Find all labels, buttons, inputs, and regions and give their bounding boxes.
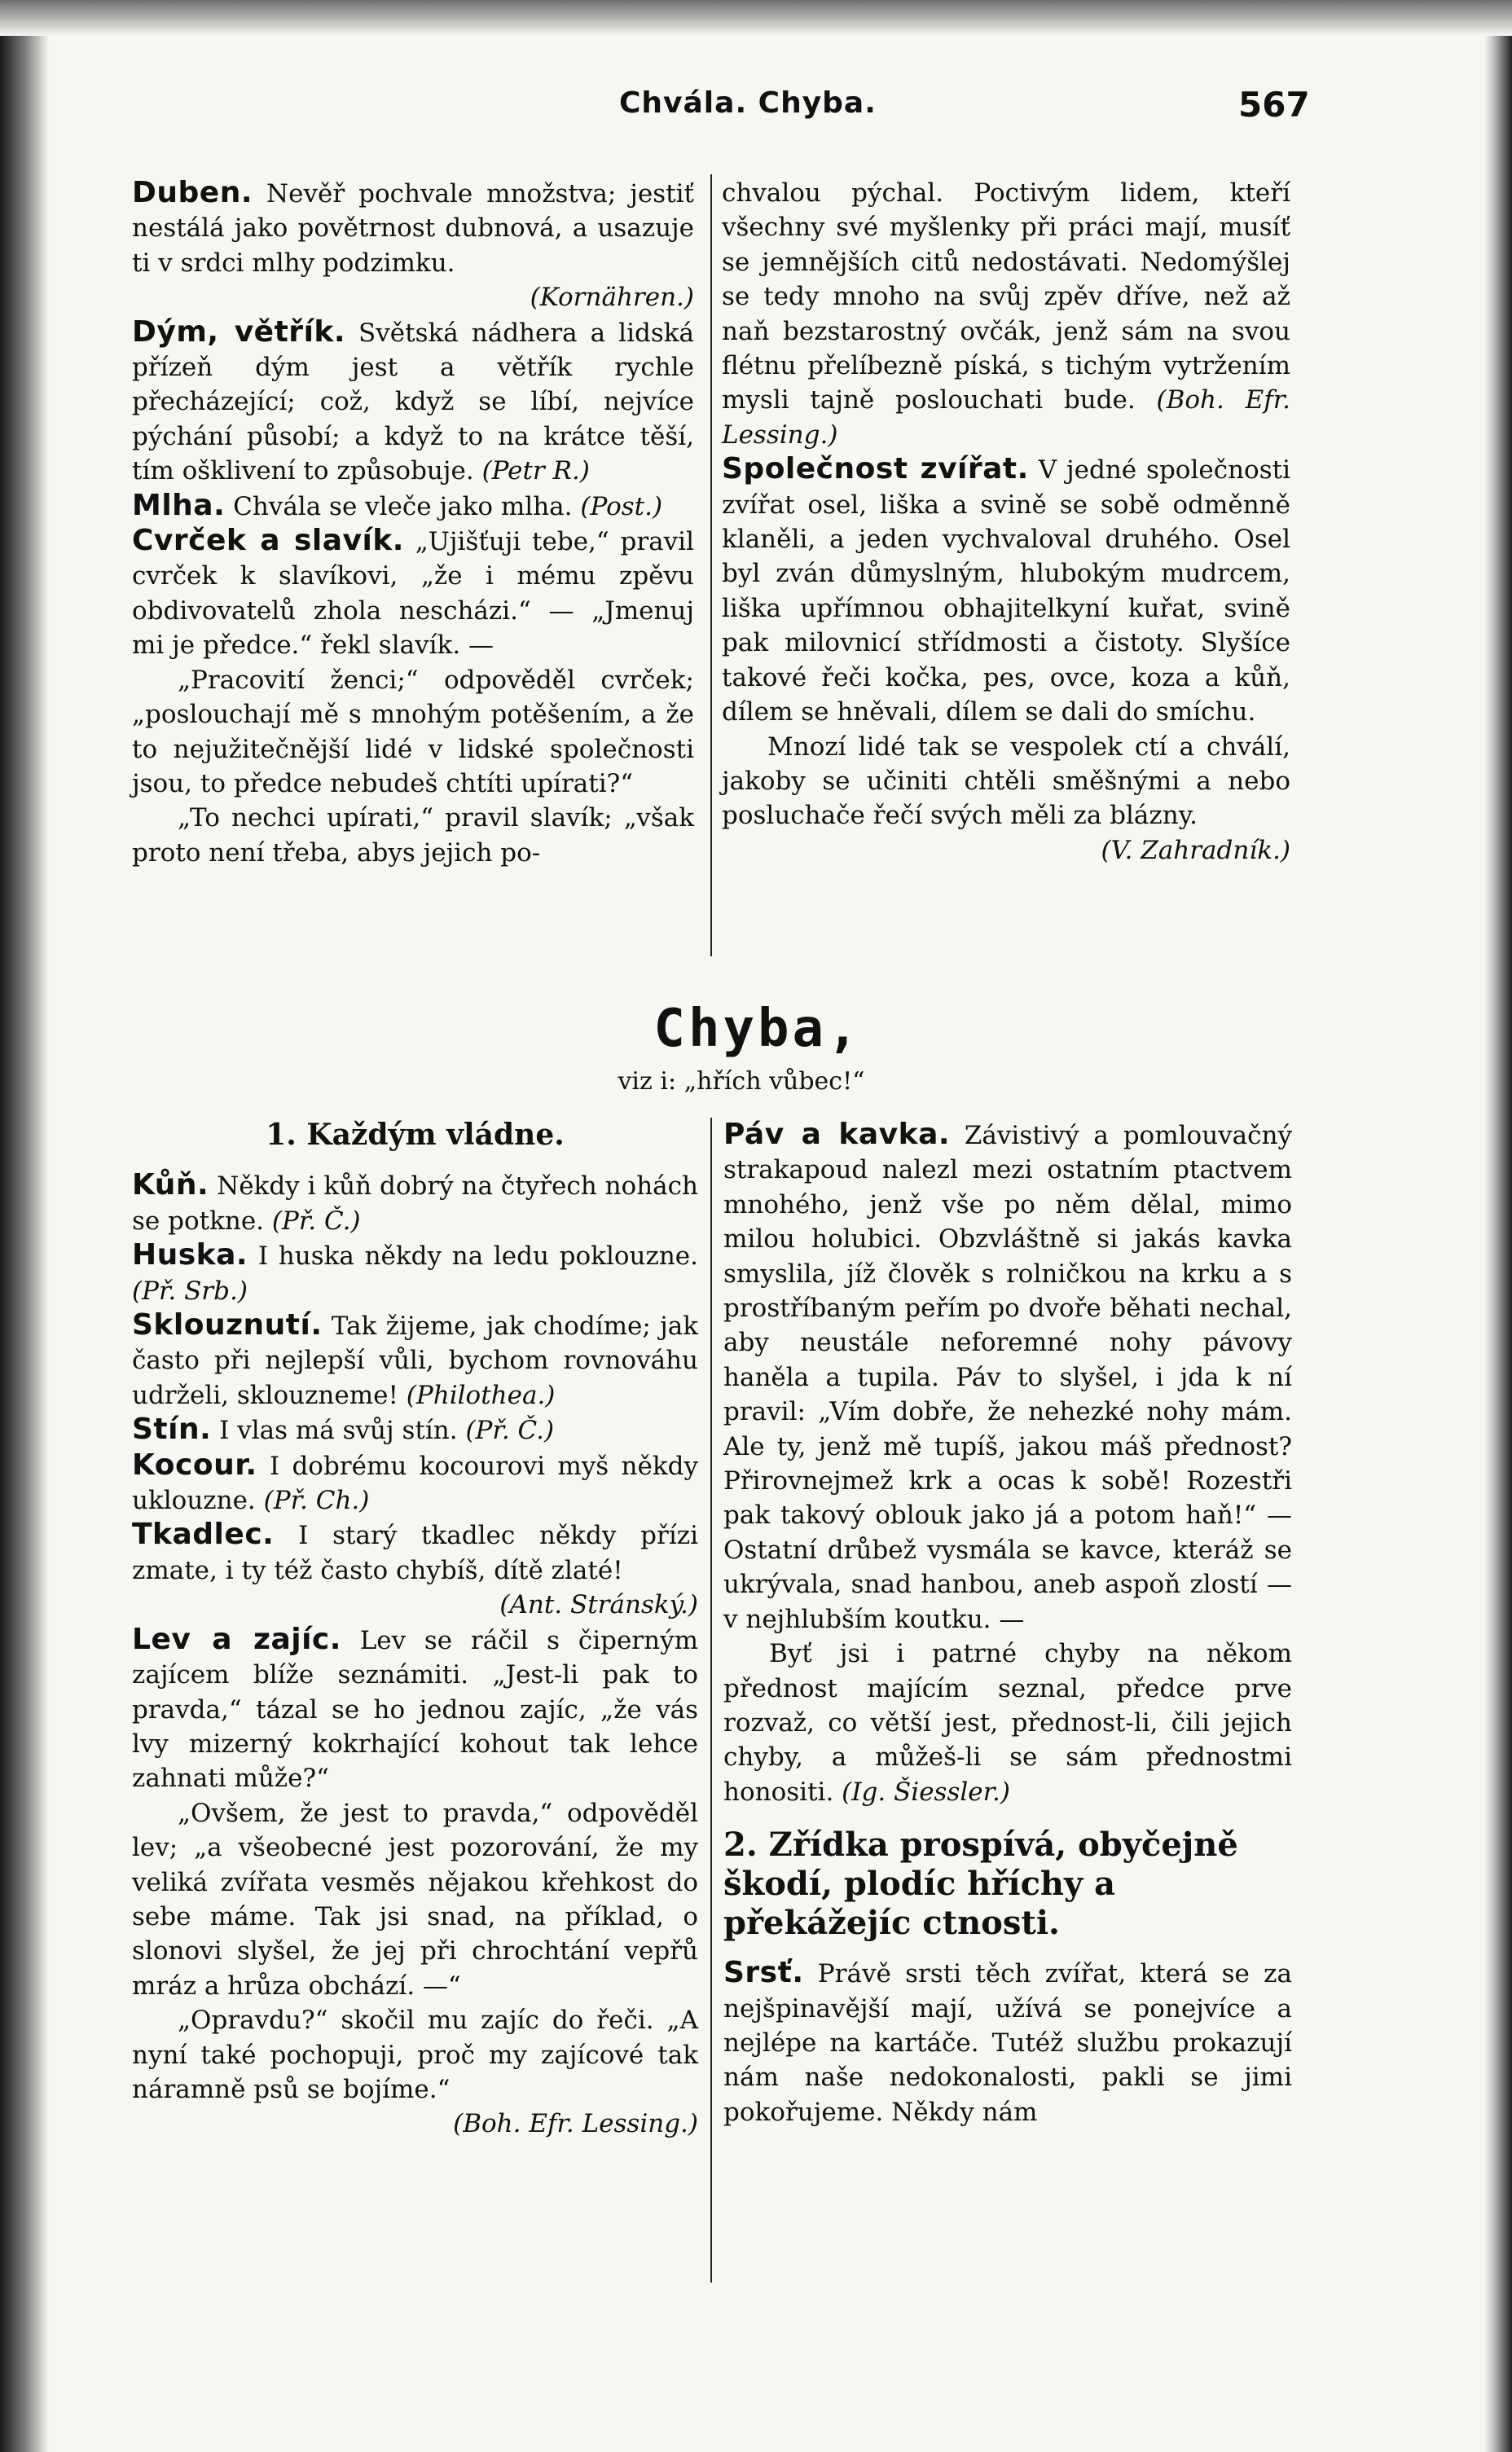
entry bbox=[132, 1168, 698, 1238]
entry-keyword: Kůň. bbox=[132, 1168, 209, 1202]
entry-text: I starý tkadlec někdy přízi zmate, i ty též často chybíš, dítě zlaté! bbox=[132, 1521, 698, 1585]
paragraph: „Opravdu?“ skočil mu zajíc do řeči. „A nyní také pochopuji, proč my zajícové tak náramně psů se bojíme.“ bbox=[132, 2006, 698, 2104]
entry-keyword: Společnost zvířat. bbox=[722, 452, 1029, 486]
entry-source: (V. Zahradník.) bbox=[1101, 835, 1290, 865]
column-3 bbox=[132, 1118, 698, 2142]
entry-text: I vlas má svůj stín. bbox=[211, 1416, 458, 1446]
paragraph: „To nechci upírati,“ pravil slavík; „však proto není třeba, abys jejich po- bbox=[132, 803, 694, 868]
entry-text: Nevěř pochvale množstva; jestiť nestálá jako povětrnost dubnová, a usazuje ti v srdci mlhy podzimku. bbox=[132, 179, 694, 278]
entry-text: Někdy i kůň dobrý na čtyřech nohách se potkne. bbox=[132, 1171, 698, 1236]
entry bbox=[132, 524, 694, 663]
entry-text: V jedné společnosti zvířat osel, liška a svině se sobě odměnně klaněli, a jeden vychvaloval druhého. Osel byl zván důmyslným, hlubokým mudrcem, liška upřímnou obhajitelkyní kuřat, svině pak milovnicí střídmosti a čistoty. Slyšíce takové řeči kočka, pes, ovce, koza a kůň, dílem se hněvali, dílem se dali do smíchu. bbox=[722, 455, 1290, 727]
column-1 bbox=[132, 176, 694, 870]
entry-text: I dobrému kocourovi myš někdy uklouzne. bbox=[132, 1451, 698, 1516]
binding-shadow bbox=[0, 0, 49, 2452]
subsection-heading: 2. Zřídka prospívá, obyčejně škodí, plodíc hříchy a překážejíc ctnosti. bbox=[723, 1826, 1238, 1943]
entry-keyword: Lev a zajíc. bbox=[132, 1622, 341, 1656]
entry-text: I huska někdy na ledu poklouzne. bbox=[248, 1241, 698, 1272]
entry-source: (Ant. Stránský.) bbox=[499, 1590, 698, 1620]
column-rule bbox=[710, 1118, 712, 2283]
entry-source: (Philothea.) bbox=[398, 1380, 556, 1410]
entry-text: chvalou pýchal. Poctivým lidem, kteří všechny své myšlenky při práci mají, musíť se jemnějších citů nedostávati. Nedomýšlej se tedy mnoho na svůj zpěv dříve, než až naň bezstarostný ovčák, jenž sám na svou flétnu přelíbezně píská, s tichým vytržením mysli tajně poslouchati bude. bbox=[722, 178, 1290, 415]
entry bbox=[132, 1238, 698, 1308]
entry-text: Právě srsti těch zvířat, která se za nejšpinavější mají, užívá se ponejvíce a nejlépe na kartáče. Tutéž službu prokazují nám naše nedokonalosti, pakli se jimi pokořujeme. Někdy nám bbox=[723, 1959, 1292, 2127]
entry bbox=[132, 1448, 698, 1518]
entry-source: (Petr R.) bbox=[473, 456, 590, 486]
column-rule bbox=[710, 174, 712, 956]
running-head bbox=[0, 81, 1512, 130]
entry-keyword: Sklouznutí. bbox=[132, 1308, 323, 1342]
running-title: Chvála. Chyba. bbox=[619, 86, 877, 120]
paragraph bbox=[723, 1637, 1292, 1809]
entry bbox=[132, 1518, 698, 1588]
entry bbox=[132, 1413, 698, 1448]
entry bbox=[132, 315, 694, 489]
section-subtitle: viz i: „hřích vůbec!“ bbox=[618, 1067, 865, 1096]
entry bbox=[722, 452, 1290, 729]
entry-keyword: Srsť. bbox=[723, 1956, 804, 1990]
entry bbox=[132, 176, 694, 280]
page-number: 567 bbox=[1238, 85, 1310, 125]
entry-keyword: Dým, větřík. bbox=[132, 314, 346, 349]
subsection-heading: 1. Každým vládne. bbox=[266, 1118, 565, 1152]
entry-text: Tak žijeme, jak chodíme; jak často při nejlepší vůli, bychom rovnováhu udrželi, sklouzneme! bbox=[132, 1312, 698, 1410]
entry-keyword: Páv a kavka. bbox=[723, 1118, 951, 1151]
edge-shadow bbox=[1484, 0, 1512, 2452]
section-title: Chyba, bbox=[653, 999, 862, 1059]
entry-keyword: Mlha. bbox=[132, 488, 226, 522]
paragraph bbox=[722, 176, 1290, 452]
entry bbox=[132, 489, 694, 524]
entry-keyword: Kocour. bbox=[132, 1448, 257, 1482]
entry-keyword: Tkadlec. bbox=[132, 1518, 275, 1552]
column-2 bbox=[722, 176, 1290, 868]
column-4 bbox=[723, 1118, 1292, 2129]
entry-source: (Př. Ch.) bbox=[255, 1486, 370, 1516]
entry-source: (Kornähren.) bbox=[530, 283, 694, 313]
entry-keyword: Duben. bbox=[132, 176, 253, 209]
entry-text: „Ujišťuji tebe,“ pravil cvrček k slavíkovi, „že i mému zpěvu obdivovatelů zhola nescházi.“ — „Jmenuj mi je předce.“ řekl slavík. — bbox=[132, 527, 694, 661]
entry-text: Lev se ráčil s čiperným zajícem blíže seznámiti. „Jest-li pak to pravda,“ tázal se ho jednou zajíc, „že vás lvy mizerný kokrhající kohout tak lehce zahnati může?“ bbox=[132, 1625, 698, 1794]
entry-keyword: Cvrček a slavík. bbox=[132, 524, 404, 558]
entry bbox=[723, 1956, 1292, 2129]
entry-text: Chvála se vleče jako mlha. bbox=[225, 491, 573, 521]
entry-source: (Boh. Efr. Lessing.) bbox=[453, 2109, 698, 2139]
paragraph: „Ovšem, že jest to pravda,“ odpověděl lev; „a všeobecné jest pozorování, že my veliká zvířata vesměs nějakou křehkost do sebe máme. Tak jsi snad, na příklad, o slonovi slyšel, že jej při chrochtání vepřů mráz a hrůza obchází. —“ bbox=[132, 1798, 698, 2001]
entry-keyword: Huska. bbox=[132, 1238, 248, 1272]
entry-source: (Př. Č.) bbox=[264, 1206, 361, 1236]
paragraph: „Pracovití ženci;“ odpověděl cvrček; „poslouchají mě s mnohým potěšením, a že to nejužitečnější lidé v lidské společnosti jsou, to předce nebudeš chtíti upírati?“ bbox=[132, 665, 694, 798]
paragraph: Mnozí lidé tak se vespolek ctí a chválí, jakoby se učiniti chtěli směšnými a nebo posluchače řečí svých měli za blázny. bbox=[722, 732, 1290, 831]
entry-source: (Př. Srb.) bbox=[132, 1276, 248, 1306]
entry bbox=[132, 1308, 698, 1413]
entry-source: (Ig. Šiessler.) bbox=[833, 1777, 1010, 1807]
entry bbox=[723, 1118, 1292, 1637]
entry-keyword: Stín. bbox=[132, 1413, 212, 1447]
entry-source: (Post.) bbox=[572, 491, 663, 521]
entry-text: Byť jsi i patrné chyby na někom přednost majícím seznal, předce prve rozvaž, co větší jest, přednost-li, čili jejich chyby, a můžeš-li se sám přednostmi honositi. bbox=[723, 1639, 1292, 1807]
entry-source: (Boh. Efr. Lessing.) bbox=[722, 385, 1290, 450]
entry-text: Závistivý a pomlouvačný strakapoud nalezl mezi ostatním ptactvem mnohého, jenž vše po něm dělal, mimo milou holubici. Obzvláštně si jakás kavka smyslila, jíž člověk s rolničkou na krku a s prostříbaným peřím po dvoře běhati nechal, aby neustále neforemné nohy pávovy haněla a tupila. Páv to slyšel, i jda k ní pravil: „Vím dobře, že nehezké nohy mám. Ale ty, jenž mě tupíš, jakou máš přednost? Přirovnejmež krk a ocas k sobě! Rozestři pak takový oblouk jako já a potom haň!“ — Ostatní drůbež vysmála se kavce, kteráž se ukrývala, snad hanbou, aneb aspoň zlostí — v nejhlubším koutku. — bbox=[723, 1121, 1292, 1634]
entry bbox=[132, 1623, 698, 1796]
entry-text: Světská nádhera a lidská přízeň dým jest a větřík rychle přecházející; což, když se líbí, nejvíce pýchání působí; a když to na krátce těší, tím ošklivení to způsobuje. bbox=[132, 318, 694, 486]
entry-source: (Př. Č.) bbox=[457, 1416, 555, 1446]
top-shadow bbox=[0, 0, 1512, 36]
